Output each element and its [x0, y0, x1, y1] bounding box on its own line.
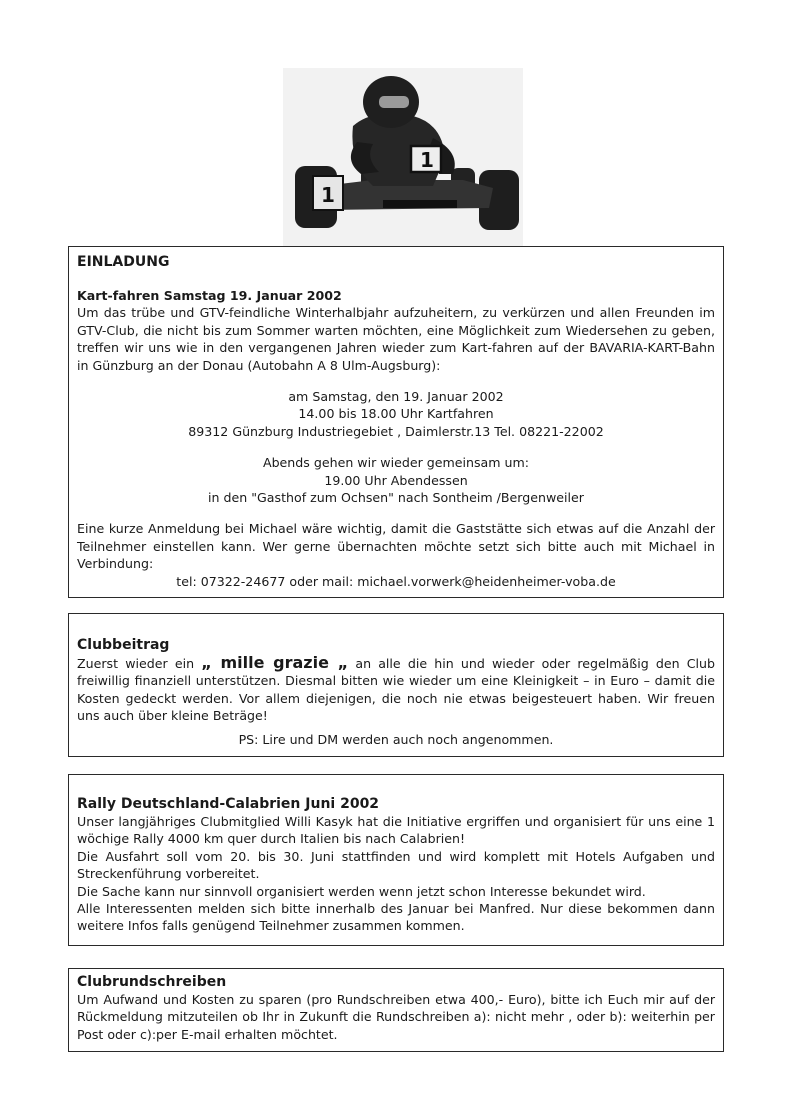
evening-line-1: Abends gehen wir wieder gemeinsam um:: [262, 455, 530, 471]
invitation-intro: Um das trübe und GTV-feindliche Winterhalbjahr aufzuheitern, zu verkürzen und allen Freunden im GTV-Club, die nicht bis zum Sommer warten möchten, eine Möglichkeit zum Wiedersehen zu geben, treffen wir uns wie in den vergangenen Jahren wieder zum Kart-fahren auf der BAVARIA-KART-Bahn in Günzburg an der Donau (Autobahn A 8 Ulm-Augsburg):: [77, 305, 715, 373]
clubbeitrag-text: [77, 654, 715, 725]
clubbeitrag-box: [68, 613, 724, 757]
rundschreiben-heading: Clubrundschreiben: [77, 974, 227, 990]
clubbeitrag-heading: Clubbeitrag: [77, 637, 170, 653]
invitation-heading: EINLADUNG: [77, 254, 170, 270]
registration-text: Eine kurze Anmeldung bei Michael wäre wichtig, damit die Gaststätte sich etwas auf die Anzahl der Teilnehmer einstellen kann. Wer gerne übernachten möchte setzt sich bitte auch mit Michael in Verbindung:: [77, 521, 715, 572]
clubbeitrag-body: an alle die hin und wieder oder regelmäßig den Club freiwillig finanziell unterstützen. Diesmal bitten wie wieder um eine Kleinigkeit – in Euro – damit die Kosten gedeckt werden. Vor allem diejenigen, die noch nie etwas beigesteuert haben. Wir freuen uns auch über kleine Beträge!: [77, 656, 715, 724]
rally-box: [68, 774, 724, 946]
rally-paragraph-2: Die Ausfahrt soll vom 20. bis 30. Juni stattfinden und wird komplett mit Hotels Aufgaben und Streckenführung vorbereitet.: [77, 848, 715, 882]
rally-heading: Rally Deutschland-Calabrien Juni 2002: [77, 796, 380, 812]
rundschreiben-text: Um Aufwand und Kosten zu sparen (pro Rundschreiben etwa 400,- Euro), bitte ich Euch mir auf der Rückmeldung mitzuteilen ob Ihr in Zukunft die Rundschreiben a): nicht mehr , oder b): weiterhin per Post oder c):per E-mail erhalten möchtet.: [77, 992, 715, 1042]
rally-paragraph-4: Alle Interessenten melden sich bitte innerhalb des Januar bei Manfred. Nur diese bekommen dann weitere Infos falls genügend Teilnehmer zusammen kommen.: [77, 901, 715, 934]
event-time: 14.00 bis 18.00 Uhr Kartfahren: [298, 406, 494, 422]
invitation-box: [68, 246, 724, 598]
mille-grazie-emphasis: „ mille grazie „: [201, 653, 349, 672]
evening-line-3: in den "Gasthof zum Ochsen" nach Sontheim /Bergenweiler: [208, 490, 584, 506]
evening-line-2: 19.00 Uhr Abendessen: [324, 472, 468, 488]
kart-side-number: 1: [321, 183, 335, 207]
contact-line: tel: 07322-24677 oder mail: michael.vorwerk@heidenheimer-voba.de: [176, 573, 616, 589]
rundschreiben-box: [68, 968, 724, 1052]
clubbeitrag-ps: PS: Lire und DM werden auch noch angenommen.: [238, 731, 554, 747]
rally-paragraph-1: Unser langjähriges Clubmitglied Willi Kasyk hat die Initiative ergriffen und organisiert für uns eine 1 wöchige Rally 4000 km quer durch Italien bis nach Calabrien!: [77, 814, 715, 847]
rally-paragraph-3: Die Sache kann nur sinnvoll organisiert werden wenn jetzt schon Interesse bekundet wird.: [77, 883, 646, 899]
clubbeitrag-lead: Zuerst wieder ein: [77, 656, 202, 671]
event-address: 89312 Günzburg Industriegebiet , Daimlerstr.13 Tel. 08221-22002: [188, 423, 604, 439]
event-date: am Samstag, den 19. Januar 2002: [288, 389, 504, 405]
kart-front-number: 1: [420, 148, 434, 172]
go-kart-illustration: [283, 68, 523, 246]
invitation-title: Kart-fahren Samstag 19. Januar 2002: [77, 288, 342, 303]
